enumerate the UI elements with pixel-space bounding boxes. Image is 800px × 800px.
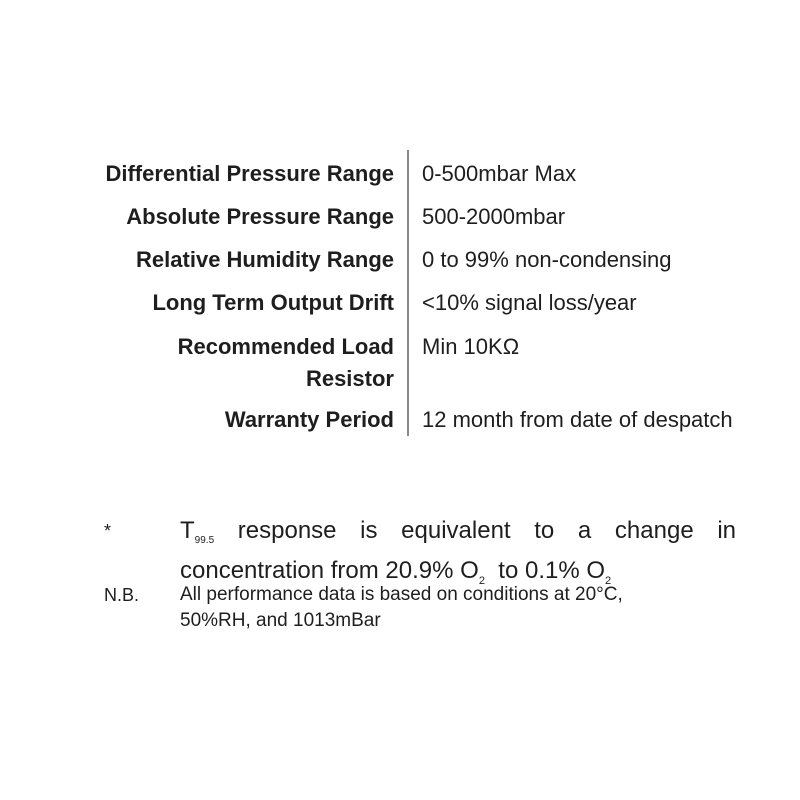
spec-label: Absolute Pressure Range	[126, 204, 394, 229]
o2-subscript: 2	[605, 575, 612, 587]
spec-label: Recommended Load Resistor	[177, 334, 394, 391]
asterisk-marker: *	[104, 521, 112, 541]
response-note-line-1	[180, 516, 736, 556]
response-note-text-2: concentration from 20.9% O	[180, 557, 479, 584]
spec-label: Warranty Period	[224, 407, 394, 432]
spec-value: 500-2000mbar	[422, 204, 566, 229]
column-divider	[407, 150, 409, 436]
nb-note	[180, 582, 736, 634]
nb-marker: N.B.	[104, 585, 140, 605]
response-note-text-1: response is equivalent to a change in	[214, 517, 736, 544]
spec-value: <10% signal loss/year	[422, 290, 637, 315]
response-note-text-3: to 0.1% O	[484, 557, 606, 584]
t-symbol: T	[180, 517, 195, 544]
nb-note-line-1: All performance data is based on conditions at 20°C,	[180, 584, 623, 605]
spec-label: Long Term Output Drift	[152, 290, 394, 315]
spec-value: 0-500mbar Max	[422, 161, 577, 186]
spec-value: 0 to 99% non-condensing	[422, 247, 672, 272]
o2-subscript: 2	[478, 575, 485, 587]
spec-value: 12 month from date of despatch	[422, 407, 733, 432]
spec-label: Relative Humidity Range	[136, 247, 394, 272]
spec-label: Differential Pressure Range	[105, 161, 394, 186]
spec-value: Min 10KΩ	[422, 334, 520, 359]
nb-note-line-2: 50%RH, and 1013mBar	[180, 610, 381, 631]
t-subscript: 99.5	[194, 535, 215, 546]
